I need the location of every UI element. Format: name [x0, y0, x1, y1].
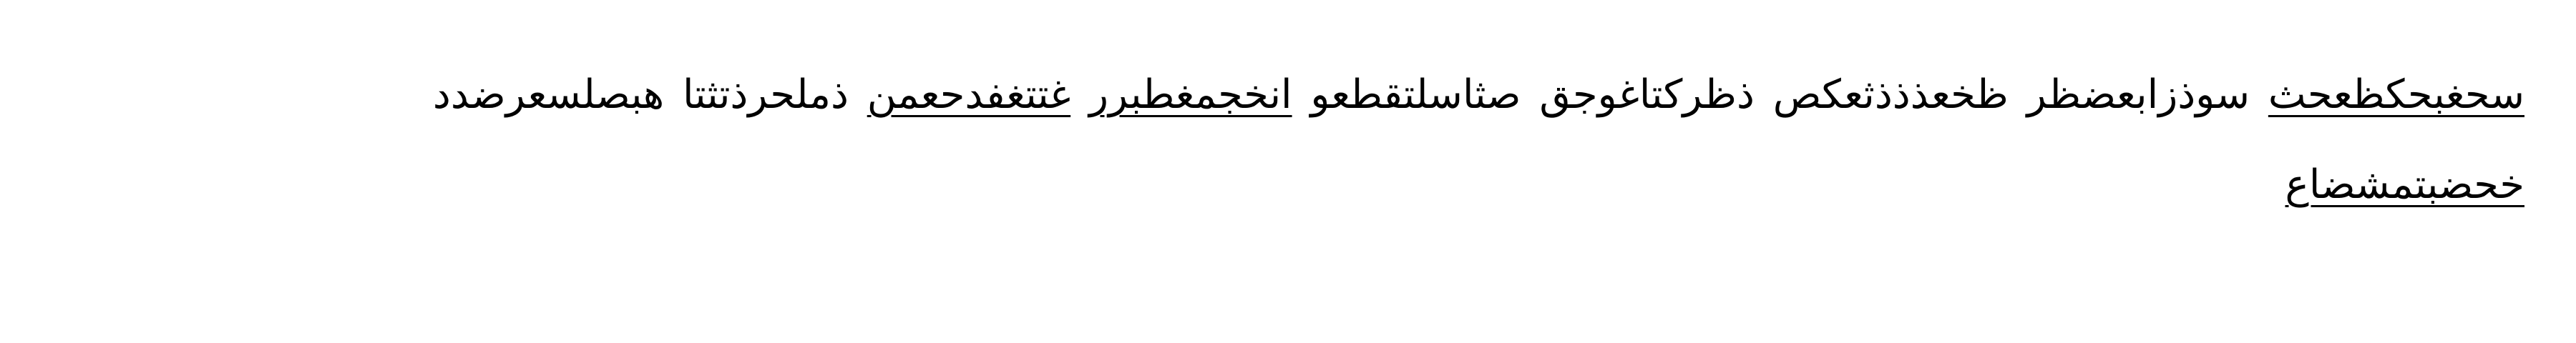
word-1[interactable]: سحغبحكظعحث: [2268, 71, 2524, 118]
word-7[interactable]: غتتغفدحعمن: [867, 71, 1071, 118]
word-4: ذظرکتاغوجق: [1539, 71, 1755, 118]
rtl-text-paragraph: [249, 50, 2524, 230]
word-5: صثاسلتقطعو: [1310, 71, 1521, 118]
word-9: هبصلسعرضدد: [432, 71, 665, 118]
word-3: ظخعذذذثعكص: [1772, 71, 2009, 118]
word-2: سوذزابعضظر: [2026, 71, 2250, 118]
word-6[interactable]: انخجمغطبرر: [1088, 71, 1292, 118]
word-8: ذملحرذتثتا: [682, 71, 849, 118]
word-10[interactable]: خحضبتمشضاع: [2285, 161, 2524, 208]
